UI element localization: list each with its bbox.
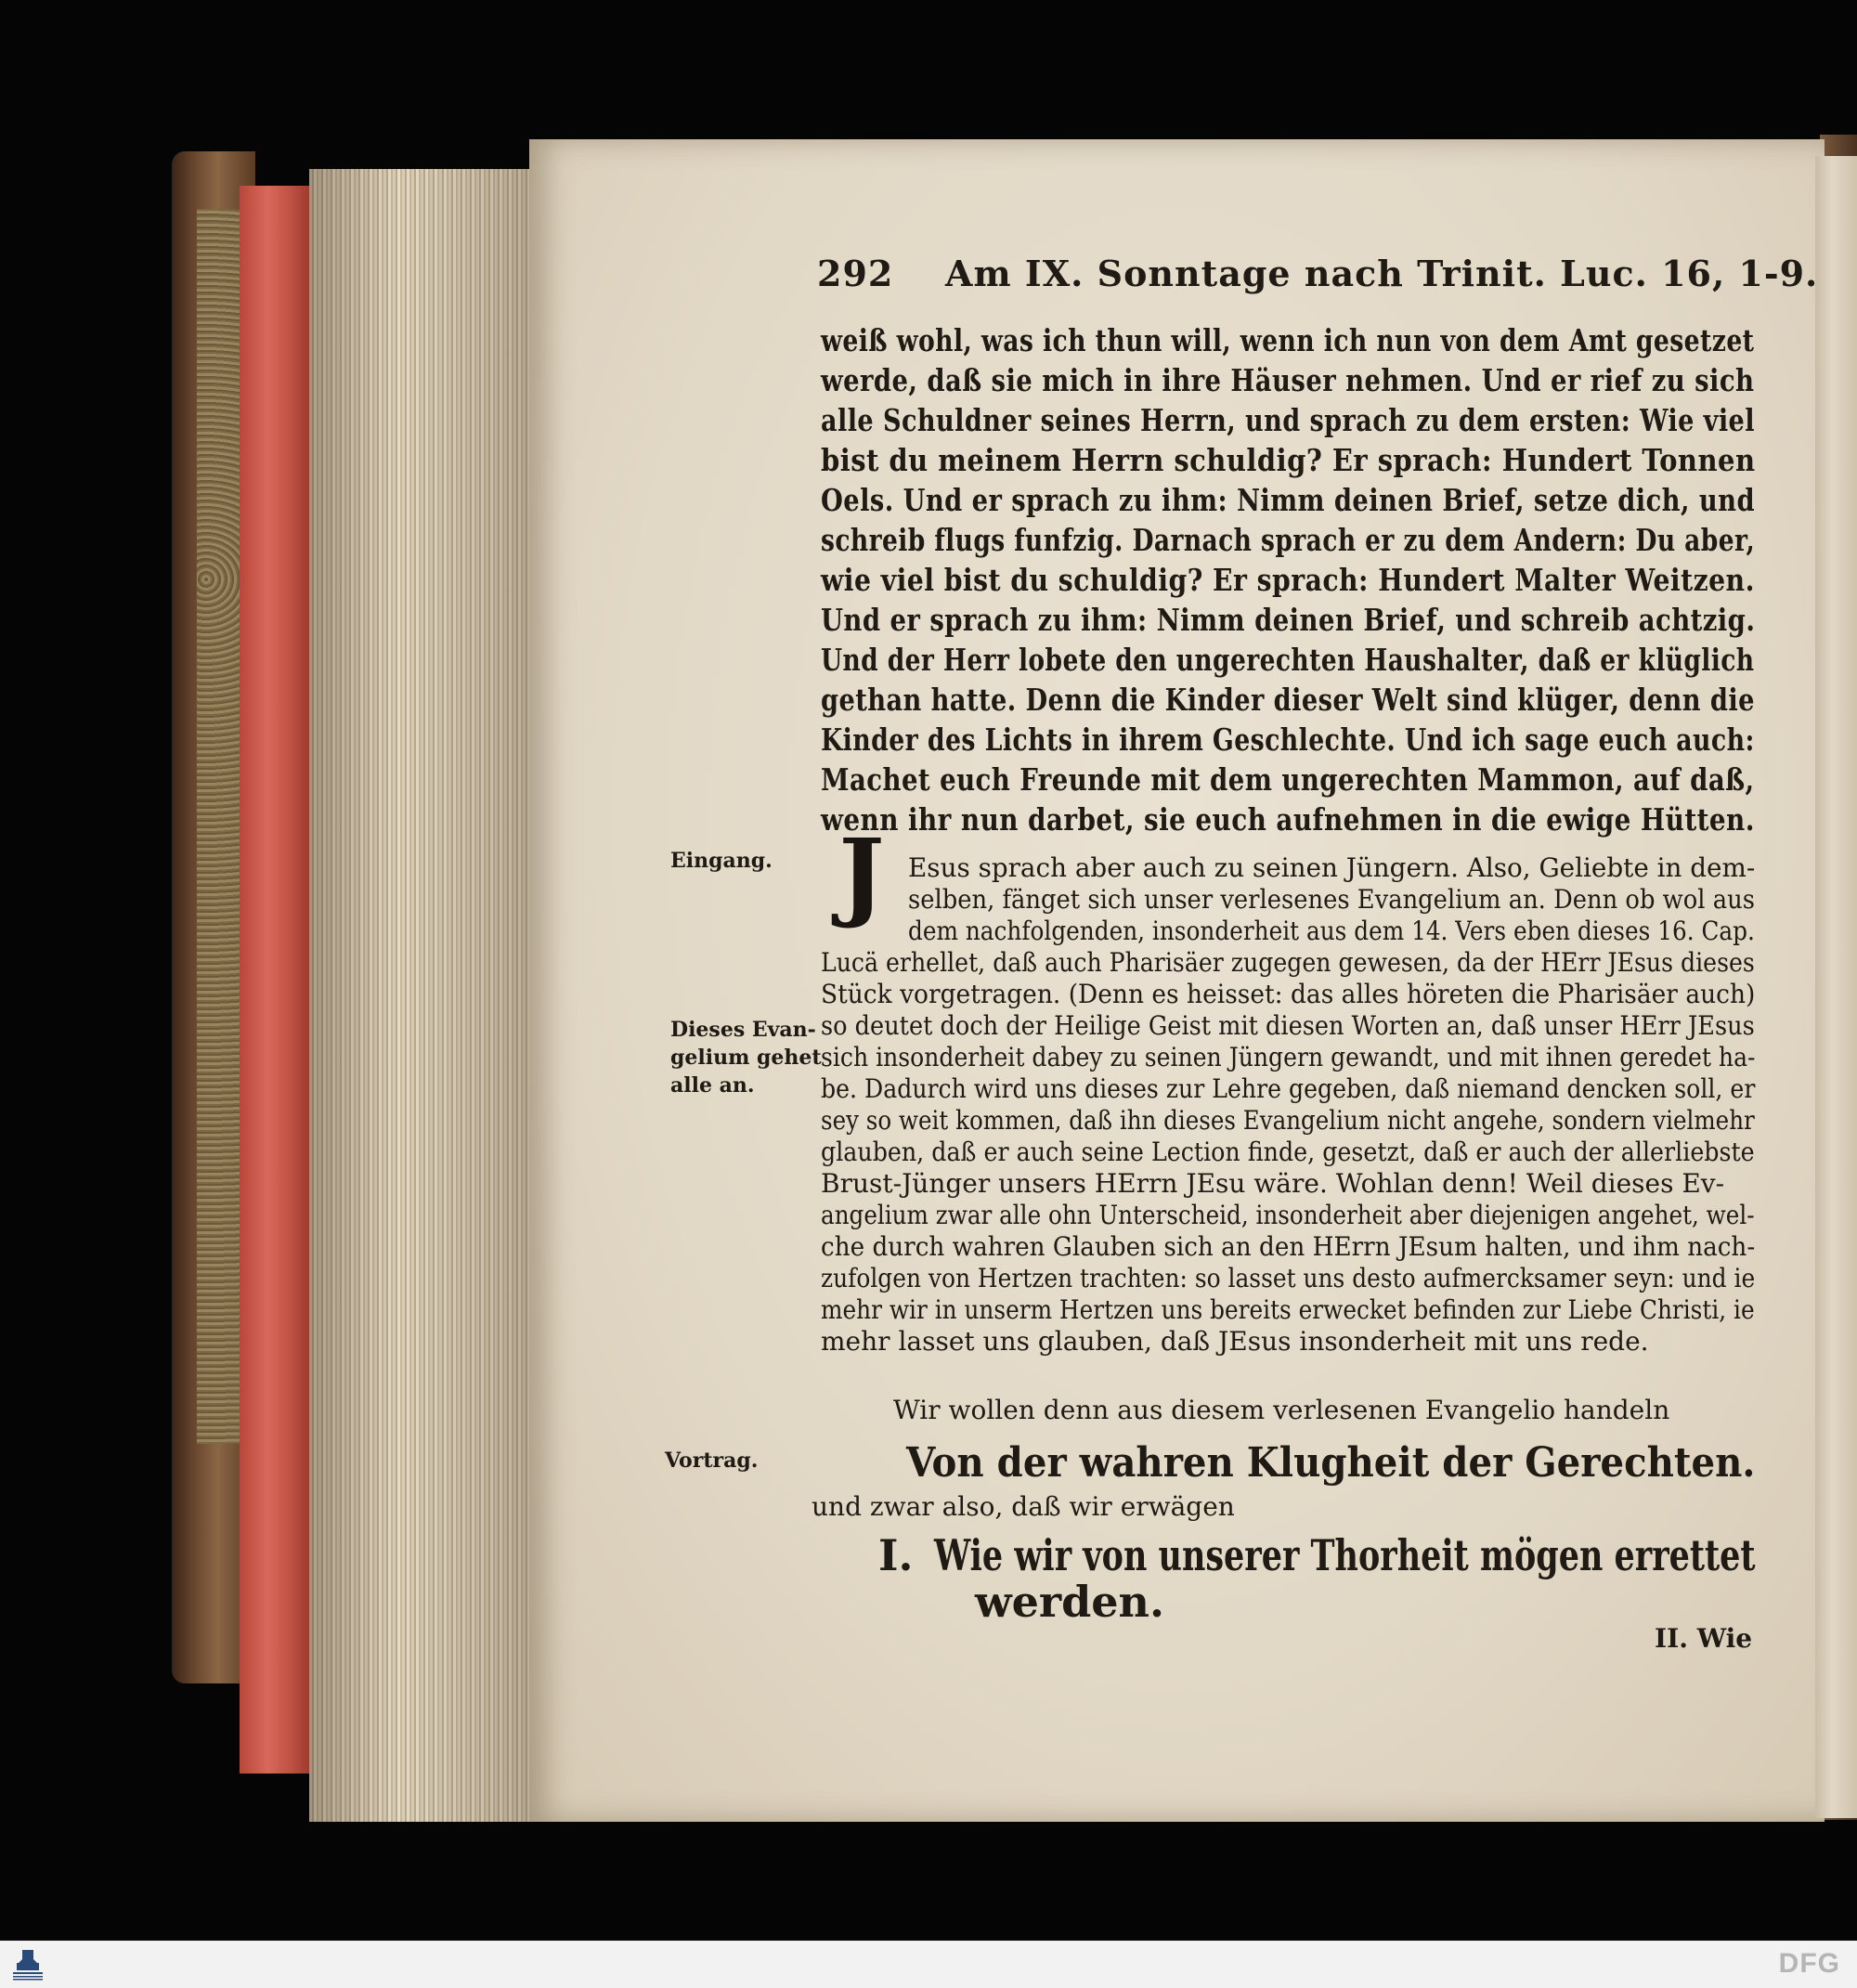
page-number: 292 [817,253,894,294]
intro-line: Esus sprach aber auch zu seinen Jüngern. Also, Geliebte in dem- [908,852,1756,883]
margin-note-vortrag: Vortrag. [665,1449,759,1473]
intro-line: mehr wir in unserm Hertzen uns bereits erwecket befinden zur Liebe Christi, ie [821,1294,1755,1325]
facing-page-edge [1815,156,1857,1818]
margin-note-eingang: Eingang. [670,849,773,873]
intro-line: dem nachfolgenden, insonderheit aus dem 14. Vers eben dieses 16. Cap. [908,916,1755,946]
gospel-line: weiß wohl, was ich thun will, wenn ich nun von dem Amt gesetzet [821,322,1755,358]
gospel-line: werde, daß sie mich in ihre Häuser nehmen. Und er rief zu sich [821,362,1755,398]
franckesche-stiftungen-logo[interactable] [9,1948,46,1983]
page-stack-shadow [309,169,534,1822]
intro-line: sey so weit kommen, daß ihn dieses Evangelium nicht angehe, sondern vielmehr [821,1105,1755,1136]
gospel-line: Machet euch Freunde mit dem ungerechten Mammon, auf daß, [821,761,1755,798]
part-numeral: I. [878,1530,914,1580]
intro-line: Stück vorgetragen. (Denn es heisset: das alles höreten die Pharisäer auch) [821,979,1756,1009]
gospel-line: Kinder des Lichts in ihrem Geschlechte. Und ich sage euch auch: [821,721,1755,758]
gospel-line: Oels. Und er sprach zu ihm: Nimm deinen Brief, setze dich, und [821,482,1756,518]
running-title: Am IX. Sonntage nach Trinit. Luc. 16, 1-9. [945,253,1819,294]
gospel-line: wenn ihr nun darbet, sie euch aufnehmen in die ewige Hütten. [821,801,1755,838]
intro-line: angelium zwar alle ohn Unterscheid, insonderheit aber diejenigen angehet, wel- [821,1200,1755,1230]
foundation-seal-icon [9,1948,46,1983]
viewer-footer [0,1941,1857,1988]
intro-line: selben, fänget sich unser verlesenes Evangelium an. Denn ob wol aus [908,884,1755,915]
margin-note-evangelium: alle an. [670,1073,755,1098]
dfg-logo[interactable]: DFG [1778,1948,1840,1979]
part-heading: werden. [975,1577,1164,1627]
gospel-line: Und der Herr lobete den ungerechten Haushalter, daß er klüglich [821,642,1755,678]
intro-line: zufolgen von Hertzen trachten: so lasset uns desto aufmercksamer seyn: und ie [821,1263,1756,1293]
gospel-line: gethan hatte. Denn die Kinder dieser Welt sind klüger, denn die [821,682,1755,718]
margin-note-evangelium: Dieses Evan- [670,1018,816,1042]
theme-subtitle: und zwar also, daß wir erwägen [812,1491,1235,1522]
margin-note-evangelium: gelium gehet [670,1046,822,1070]
transition-line: Wir wollen denn aus diesem verlesenen Evangelio handeln [893,1395,1670,1425]
red-page-edge [240,186,309,1774]
intro-line: che durch wahren Glauben sich an den HErrn JEsum halten, und ihm nach- [821,1231,1756,1262]
gospel-line: alle Schuldner seines Herrn, und sprach zu dem ersten: Wie viel [821,402,1755,438]
intro-line: be. Dadurch wird uns dieses zur Lehre gegeben, daß niemand dencken soll, er [821,1073,1756,1104]
gospel-line: Und er sprach zu ihm: Nimm deinen Brief, und schreib achtzig. [821,602,1756,638]
intro-line: sich insonderheit dabey zu seinen Jüngern gewandt, und mit ihnen geredet ha- [821,1042,1756,1072]
intro-line: Lucä erhellet, daß auch Pharisäer zugegen gewesen, da der HErr JEsus dieses [821,947,1755,978]
gospel-line: schreib flugs funfzig. Darnach sprach er zu dem Andern: Du aber, [821,522,1756,558]
intro-line: mehr lasset uns glauben, daß JEsus insonderheit mit uns rede. [821,1326,1649,1357]
gospel-line: wie viel bist du schuldig? Er sprach: Hundert Malter Weitzen. [821,562,1755,598]
gospel-line: bist du meinem Herrn schuldig? Er sprach: Hundert Tonnen [821,442,1756,478]
intro-line: Brust-Jünger unsers HErrn JEsu wäre. Wohlan denn! Weil dieses Ev- [821,1168,1725,1199]
intro-line: glauben, daß er auch seine Lection finde, gesetzt, daß er auch der allerliebste [821,1137,1755,1167]
part-heading: Wie wir von unserer Thorheit mögen errettet [934,1530,1756,1580]
theme-title: Von der wahren Klugheit der Gerechten. [906,1439,1756,1487]
intro-line: so deutet doch der Heilige Geist mit diesen Worten an, daß unser HErr JEsus [821,1010,1755,1041]
catchword: II. Wie [1655,1623,1753,1654]
marbled-endpaper [197,209,243,1444]
drop-cap: J [838,817,885,931]
